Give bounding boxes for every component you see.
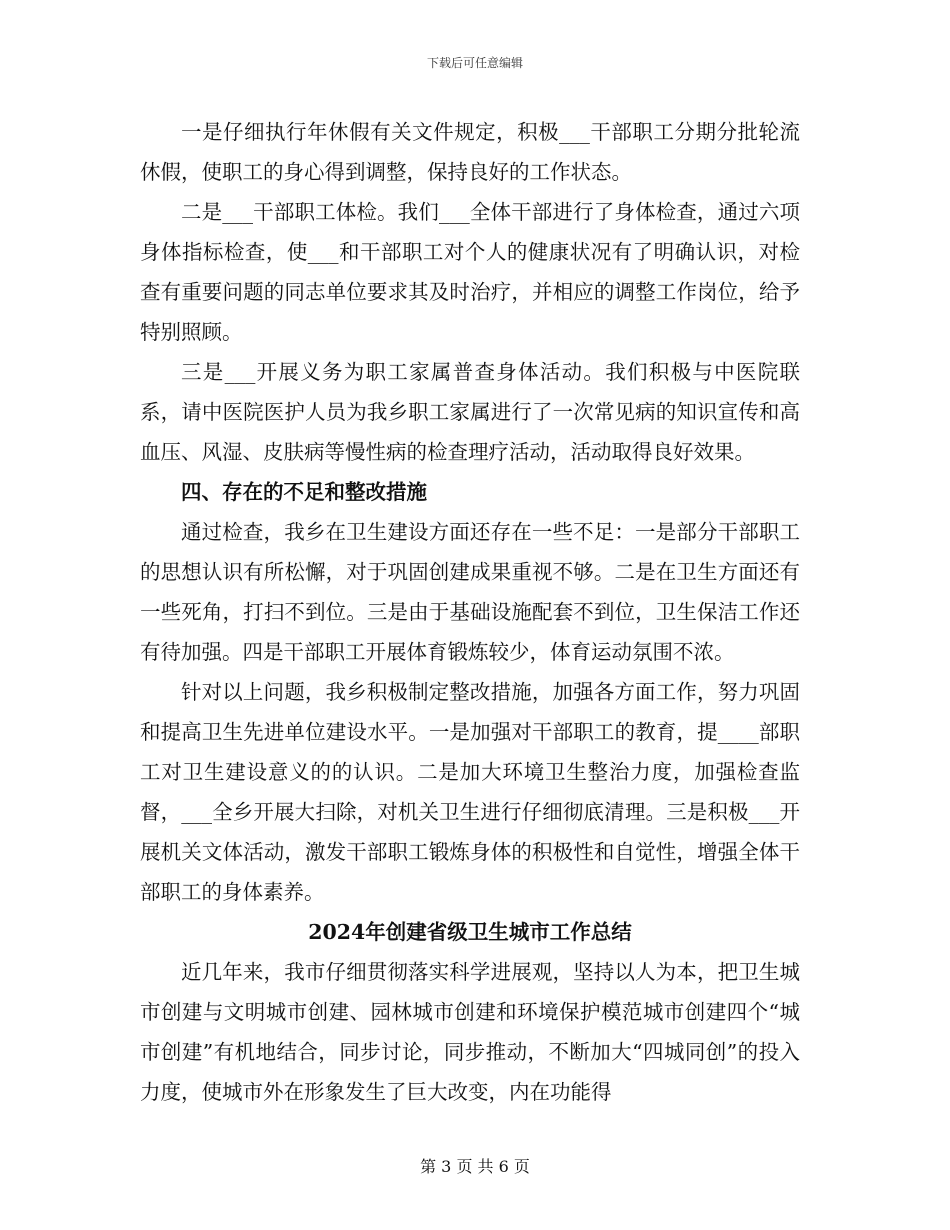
page-header-note: 下载后可任意编辑 [426,56,523,70]
document-title-2024: 2024年创建省级卫生城市工作总结 [308,920,632,944]
paragraph-annual-leave: 一是仔细执行年休假有关文件规定，积极___干部职工分期分批轮流休假，使职工的身心得到调整，保持良好的工作状态。 [140,120,800,184]
paragraph-family-checkup: 三是___开展义务为职工家属普查身体活动。我们积极与中医院联系，请中医院医护人员为我乡职工家属进行了一次常见病的知识宣传和高血压、风湿、皮肤病等慢性病的检查理疗活动，活动取得良好效果。 [140,360,800,464]
paragraph-summary-intro: 近几年来，我市仔细贯彻落实科学进展观，坚持以人为本，把卫生城市创建与文明城市创建、园林城市创建和环境保护模范城市创建四个“城市创建”有机地结合，同步讨论，同步推动，不断加大“四城同创”的投入力度，使城市外在形象发生了巨大改变，内在功能得 [140,960,800,1104]
section-heading-shortcomings: 四、存在的不足和整改措施 [181,480,427,504]
paragraph-shortcomings: 通过检查，我乡在卫生建设方面还存在一些不足：一是部分干部职工的思想认识有所松懈，对于巩固创建成果重视不够。二是在卫生方面还有一些死角，打扫不到位。三是由于基础设施配套不到位，卫生保洁工作还有待加强。四是干部职工开展体育锻炼较少，体育运动氛围不浓。 [140,520,800,664]
page-footer: 第 3 页 共 6 页 [420,1157,530,1176]
document-body [140,112,800,1112]
paragraph-rectification: 针对以上问题，我乡积极制定整改措施，加强各方面工作，努力巩固和提高卫生先进单位建设水平。一是加强对干部职工的教育，提____部职工对卫生建设意义的的认识。二是加大环境卫生整治力度，加强检查监督，___全乡开展大扫除，对机关卫生进行仔细彻底清理。三是积极___开展机关文体活动，激发干部职工锻炼身体的积极性和自觉性，增强全体干部职工的身体素养。 [140,680,800,904]
paragraph-physical-exam: 二是___干部职工体检。我们___全体干部进行了身体检查，通过六项身体指标检查，使___和干部职工对个人的健康状况有了明确认识，对检查有重要问题的同志单位要求其及时治疗，并相应的调整工作岗位，给予特别照顾。 [140,200,800,344]
